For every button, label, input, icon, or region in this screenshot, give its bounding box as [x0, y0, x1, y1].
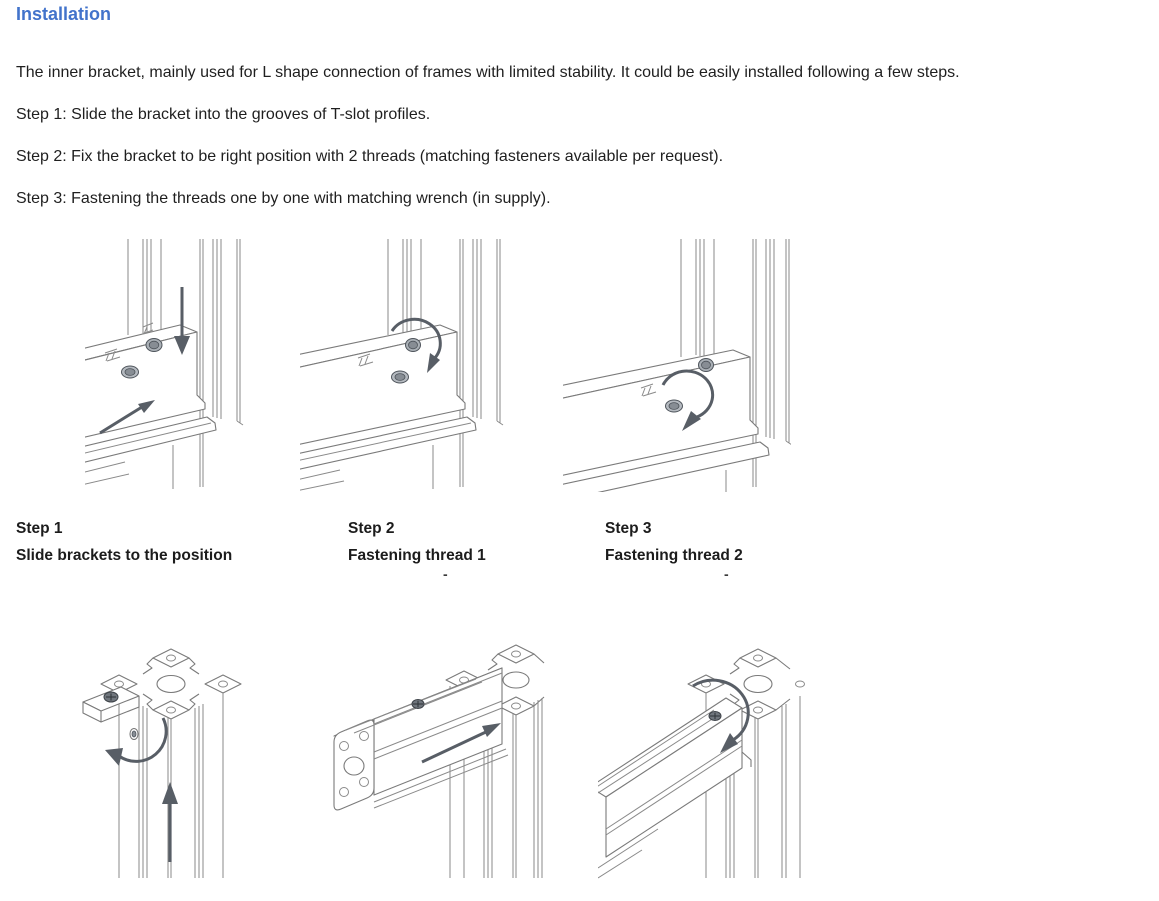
caption-step-1-label: Step 1 [16, 520, 63, 537]
caption-step-3-label: Step 3 [605, 520, 652, 537]
figure-fasten-corner-top [598, 640, 805, 880]
figure-bracket-rotate-on-post [75, 640, 265, 880]
stray-mark-1: - [443, 566, 448, 582]
intro-paragraph: The inner bracket, mainly used for L shape connection of frames with limited stability. It could be easily installed following a few steps. [16, 64, 960, 81]
step-3-text: Step 3: Fastening the threads one by one with matching wrench (in supply). [16, 190, 551, 207]
step-2-text: Step 2: Fix the bracket to be right position with 2 threads (matching fasteners available per request). [16, 148, 724, 165]
figure-slide-block-on-post [330, 640, 545, 880]
caption-step-2-label: Step 2 [348, 520, 395, 537]
caption-step-3 [605, 520, 743, 565]
caption-step-1 [16, 520, 232, 565]
caption-step-3-desc: Fastening thread 2 [605, 547, 743, 564]
caption-step-2-desc: Fastening thread 1 [348, 547, 486, 564]
figure-step1-slide-bracket [85, 237, 285, 492]
figure-step2-fasten-thread-1 [300, 237, 520, 492]
caption-step-1-desc: Slide brackets to the position [16, 547, 233, 564]
caption-step-2 [348, 520, 486, 565]
page-title: Installation [16, 4, 112, 24]
stray-mark-2: - [724, 566, 729, 582]
step-1-text: Step 1: Slide the bracket into the grooves of T-slot profiles. [16, 106, 431, 123]
figure-step3-fasten-thread-2 [563, 237, 791, 492]
